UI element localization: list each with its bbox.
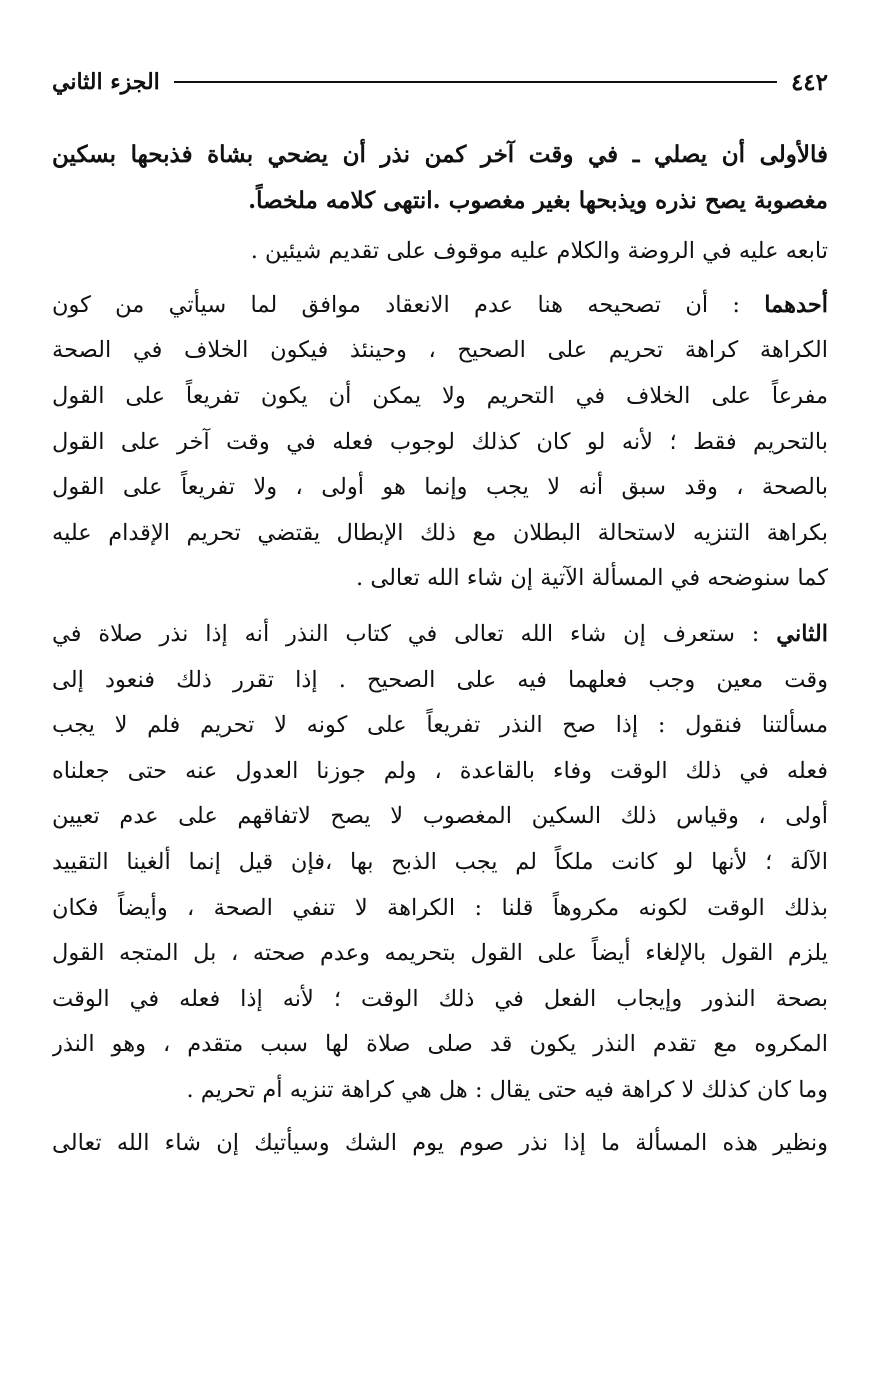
text-line (52, 612, 828, 658)
text-line: تابعه عليه في الروضة والكلام عليه موقوف على تقديم شيئين . (250, 238, 828, 265)
text-line: مسألتنا فنقول : إذا صح النذر تفريعاً على كونه لا تحريم فلم لا يجب (52, 712, 828, 739)
text-line: بذلك الوقت لكونه مكروهاً قلنا : الكراهة لا تنفي الصحة ، وأيضاً فكان (52, 894, 828, 921)
text-line: بالصحة ، وقد سبق أنه لا يجب وإنما هو أولى ، ولا تفريعاً على القول (52, 474, 828, 501)
paragraph-lead: أحدهما (764, 291, 828, 318)
paragraph-2 (52, 229, 828, 275)
paragraph-1 (52, 132, 828, 223)
text-run: : ستعرف إن شاء الله تعالى في كتاب النذر أنه إذا نذر صلاة في (52, 620, 777, 647)
text-line: كما سنوضحه في المسألة الآتية إن شاء الله تعالى . (356, 565, 828, 592)
text-run: : أن تصحيحه هنا عدم الانعقاد موافق لما سيأتي من كون (52, 291, 765, 318)
text-line: بالتحريم فقط ؛ لأنه لو كان كذلك لوجوب فعله في وقت آخر على القول (52, 428, 828, 455)
text-line: وقت معين وجب فعلهما فيه على الصحيح . إذا تقرر ذلك فنعود إلى (52, 666, 828, 693)
text-line: يلزم القول بالإلغاء أيضاً على القول بتحريمه وعدم صحته ، بل المتجه القول (52, 940, 828, 967)
text-line: وما كان كذلك لا كراهة فيه حتى يقال : هل هي كراهة تنزيه أم تحريم . (186, 1076, 828, 1103)
paragraph-lead: الثاني (776, 620, 828, 647)
text-line: أولى ، وقياس ذلك السكين المغصوب لا يصح لاتفاقهم على عدم تعيين (52, 803, 828, 830)
text-line: فالأولى أن يصلي ـ في وقت آخر كمن نذر أن يضحي بشاة فذبحها بسكين (52, 141, 828, 168)
text-line: بصحة النذور وإيجاب الفعل في ذلك الوقت ؛ لأنه إذا فعله في الوقت (52, 985, 828, 1012)
paragraph-5 (52, 1121, 828, 1167)
text-line (52, 283, 828, 329)
page-body (52, 132, 828, 1167)
text-line: الآلة ؛ لأنها لو كانت ملكاً لم يجب الذبح بها ،فإن قيل إنما ألغينا التقييد (52, 848, 828, 875)
paragraph-4 (52, 612, 828, 1114)
header-rule (174, 81, 777, 83)
text-line: مغصوبة يصح نذره ويذبحها بغير مغصوب .انتهى كلامه ملخصاً. (248, 186, 828, 214)
text-line: المكروه مع تقدم النذر يكون قد صلى صلاة لها سبب متقدم ، وهو النذر (52, 1031, 828, 1058)
text-line: بكراهة التنزيه لاستحالة البطلان مع ذلك الإبطال يقتضي تحريم الإقدام عليه (52, 519, 828, 546)
paragraph-3 (52, 283, 828, 602)
text-line: مفرعاً على الخلاف في التحريم ولا يمكن أن يكون تفريعاً على القول (52, 382, 828, 409)
text-line: ونظير هذه المسألة ما إذا نذر صوم يوم الشك وسيأتيك إن شاء الله تعالى (52, 1130, 828, 1157)
text-line: فعله في ذلك الوقت وفاء بالقاعدة ، ولم جوزنا العدول عنه حتى جعلناه (52, 757, 828, 784)
page-header (52, 62, 828, 102)
page-number: ٤٤٢ (790, 68, 828, 96)
part-title: الجزء الثاني (52, 69, 160, 95)
text-line: الكراهة كراهة تحريم على الصحيح ، وحينئذ فيكون الخلاف في الصحة (52, 337, 828, 364)
